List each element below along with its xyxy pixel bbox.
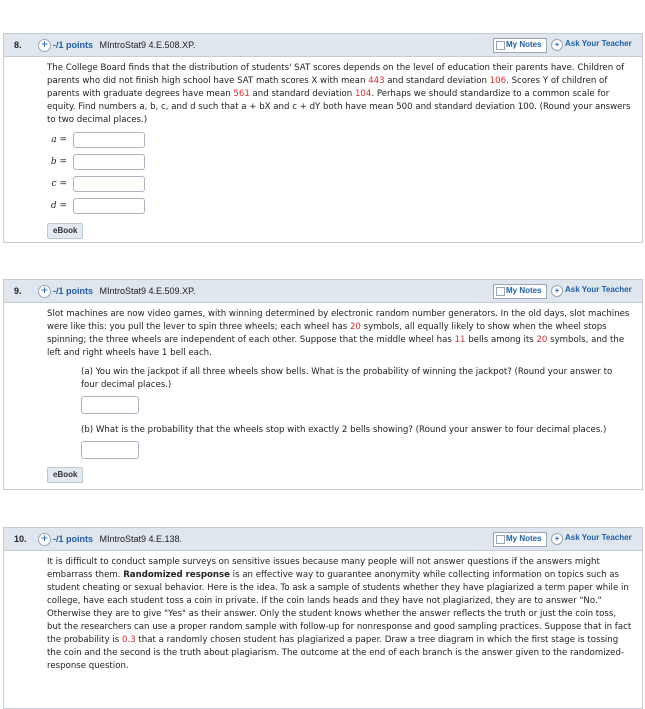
question-text: It is difficult to conduct sample surveys on sensitive issues because many people will not answer questions if the answers might embarrass them. Randomized response is an effective way to guarantee anonymity while collecting information on topics such as student cheating or sexual behavior. Here is the idea. To ask a sample of students whether they have plagiarized a term paper while in college, have each student toss a coin in private. If the coin lands heads and they have not plagiarized, they are to answer "No." Otherwise they are to give "Yes" as their answer. Only the student knows whether the answer reflects the truth or just the coin toss, but the researchers can use a proper random sample with follow-up for nonresponse and good sampling practices. Suppose that in fact the probability is 0.3 that a randomly chosen student has plagiarized a paper. Draw a tree diagram in which the first stage is tossing the coin and the second is the truth about plagiarism. The outcome at the end of each branch is the answer given to the randomized-response question. (47, 557, 632, 671)
my-notes-button[interactable] (493, 284, 547, 299)
points-label: -/1 points (53, 534, 93, 544)
part-b (47, 424, 632, 459)
ask-teacher-label: Ask Your Teacher (565, 39, 632, 48)
points-label: -/1 points (53, 286, 93, 296)
points-info (53, 286, 195, 296)
answer-row-d (47, 197, 632, 215)
expand-icon[interactable]: + (38, 39, 51, 52)
points-info (53, 40, 195, 50)
question-10-header (4, 528, 642, 551)
question-9-header (4, 280, 642, 303)
source-label: MIntroStat9 4.E.509.XP. (99, 286, 196, 296)
question-10 (3, 527, 643, 709)
answer-input-c[interactable] (73, 176, 145, 192)
answer-input-b[interactable] (73, 154, 145, 170)
answer-row-b (47, 153, 632, 171)
notes-checkbox-icon (496, 535, 505, 544)
question-body (4, 57, 642, 247)
ask-teacher-label: Ask Your Teacher (565, 285, 632, 294)
answer-label: c = (51, 178, 67, 189)
question-number: 8. (14, 40, 22, 50)
question-text: Slot machines are now video games, with winning determined by electronic random number generators. In the old days, slot machines were like this: you pull the lever to spin three wheels; each wheel has 20 symbols, all equally likely to show when the wheel stops spinning; the three wheels are independent of each other. Suppose that the middle wheel has 11 bells among its 20 symbols, and the left and right wheels have 1 bell each. (47, 309, 630, 358)
notes-checkbox-icon (496, 41, 505, 50)
question-body (4, 303, 642, 491)
my-notes-label: My Notes (506, 534, 542, 543)
ask-teacher-label: Ask Your Teacher (565, 533, 632, 542)
source-label: MIntroStat9 4.E.138. (99, 534, 183, 544)
expand-icon[interactable]: + (38, 533, 51, 546)
answer-input-a[interactable] (73, 132, 145, 148)
ebook-button[interactable]: eBook (47, 223, 83, 239)
question-9 (3, 279, 643, 490)
answer-label: a = (51, 134, 67, 145)
answer-input-part-a[interactable] (81, 396, 139, 414)
plus-icon: + (551, 39, 563, 51)
answer-label: d = (50, 200, 67, 211)
part-a (47, 366, 632, 414)
my-notes-button[interactable] (493, 38, 547, 53)
points-info (53, 534, 182, 544)
ask-teacher-button[interactable] (549, 284, 639, 297)
notes-checkbox-icon (496, 287, 505, 296)
my-notes-label: My Notes (506, 40, 542, 49)
points-label: -/1 points (53, 40, 93, 50)
my-notes-button[interactable] (493, 532, 547, 547)
answer-row-c (47, 175, 632, 193)
ask-teacher-button[interactable] (549, 532, 639, 545)
question-body (4, 551, 642, 681)
part-a-text: (a) You win the jackpot if all three wheels show bells. What is the probability of winning the jackpot? (Round your answer to four decimal places.) (81, 367, 613, 390)
expand-icon[interactable]: + (38, 285, 51, 298)
my-notes-label: My Notes (506, 286, 542, 295)
question-number: 9. (14, 286, 22, 296)
ebook-button[interactable]: eBook (47, 467, 83, 483)
answer-input-part-b[interactable] (81, 441, 139, 459)
source-label: MIntroStat9 4.E.508.XP. (99, 40, 196, 50)
part-b-text: (b) What is the probability that the wheels stop with exactly 2 bells showing? (Round your answer to four decimal places.) (81, 425, 607, 435)
question-8 (3, 33, 643, 243)
question-number: 10. (14, 534, 27, 544)
ask-teacher-button[interactable] (549, 38, 639, 51)
plus-icon: + (551, 533, 563, 545)
question-8-header (4, 34, 642, 57)
answer-row-a (47, 131, 632, 149)
question-text: The College Board finds that the distribution of students' SAT scores depends on the level of education their parents have. Children of parents who did not finish high school have SAT math scores X with mean 443 and standard deviation 106. Scores Y of children of parents with graduate degrees have mean 561 and standard deviation 104. Perhaps we should standardize to a common scale for equity. Find numbers a, b, c, and d such that a + bX and c + dY both have mean 500 and standard deviation 100. (Round your answers to two decimal places.) (47, 63, 631, 125)
answer-label: b = (50, 156, 67, 167)
plus-icon: + (551, 285, 563, 297)
answer-input-d[interactable] (73, 198, 145, 214)
